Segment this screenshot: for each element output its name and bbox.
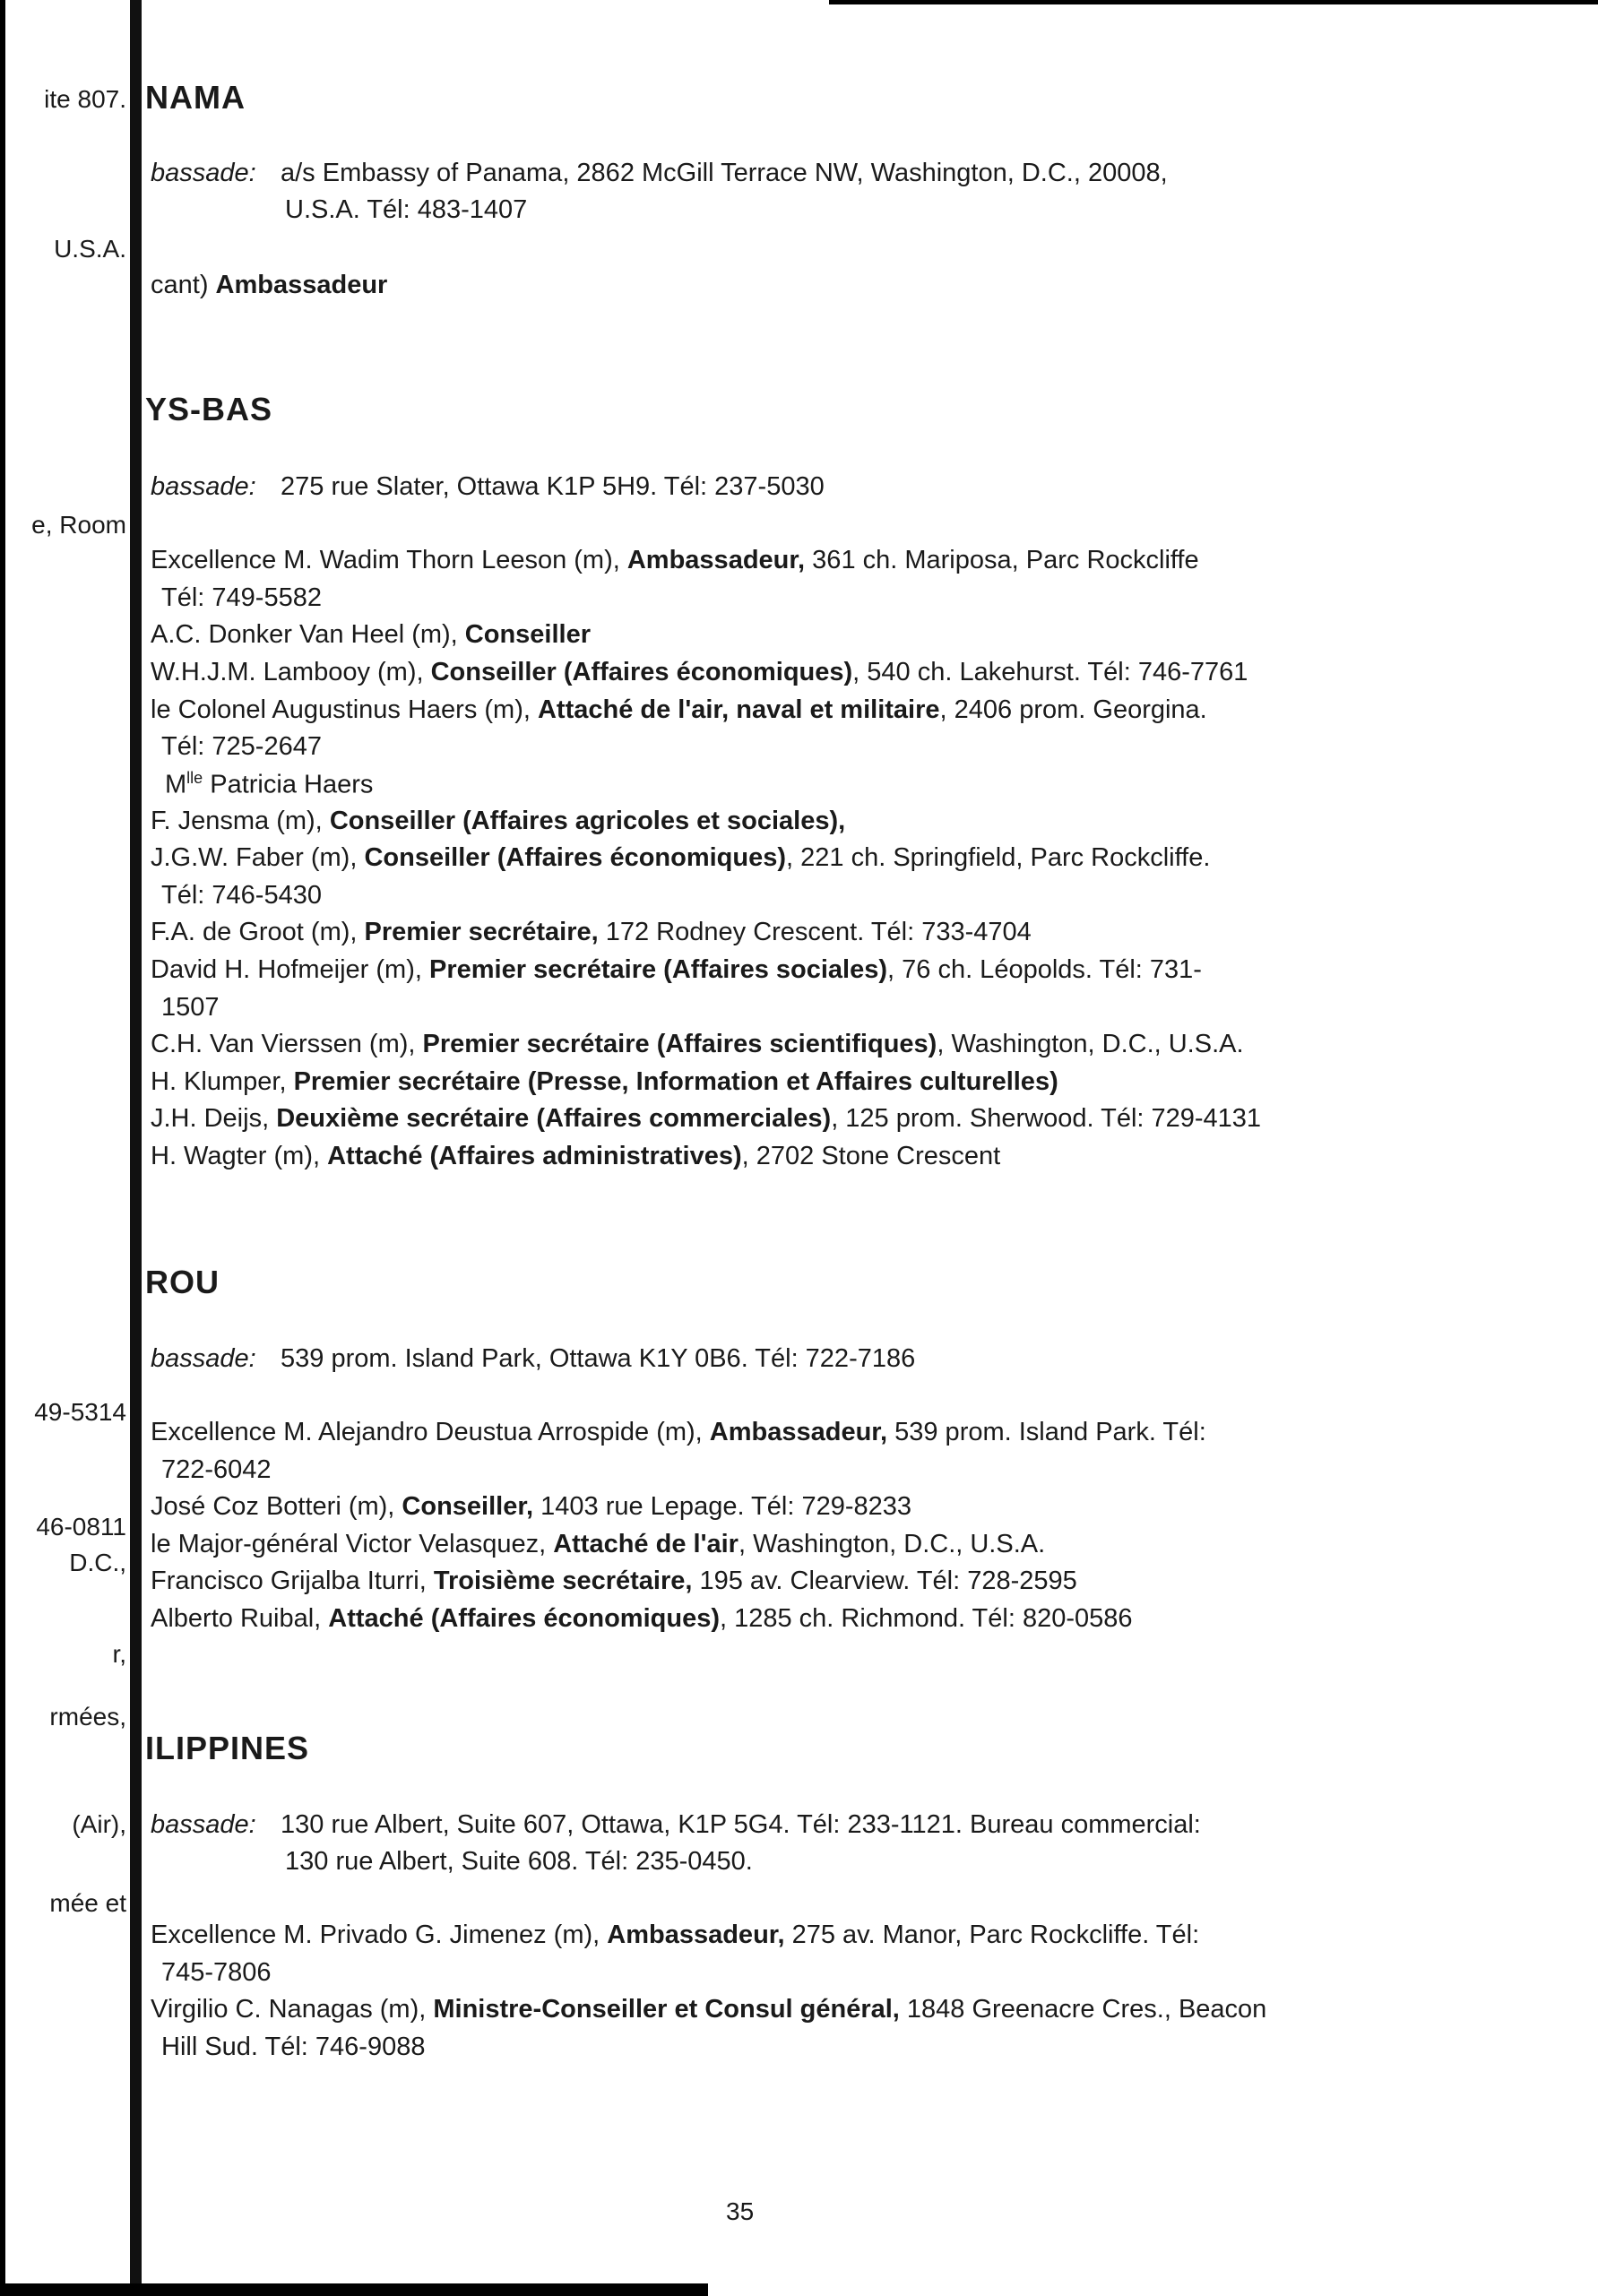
staff-title: Attaché (Affaires administratives) xyxy=(327,1142,742,1170)
embassy-label: bassade: xyxy=(151,159,256,187)
staff-text: , 221 ch. Springfield, Parc Rockcliffe. xyxy=(786,843,1211,872)
staff-title: Attaché de l'air xyxy=(553,1530,739,1558)
staff-entry xyxy=(151,1030,1244,1059)
left-page-margin-strip xyxy=(0,0,130,2296)
margin-fragment: mée et xyxy=(49,1889,126,1917)
margin-fragment: 49-5314 xyxy=(34,1398,126,1426)
embassy-label: bassade: xyxy=(151,1344,256,1373)
staff-entry xyxy=(151,1104,1261,1134)
staff-title: Attaché de l'air, naval et militaire xyxy=(537,695,940,724)
staff-text: F.A. de Groot (m), xyxy=(151,918,365,946)
staff-title: Conseiller (Affaires économiques) xyxy=(430,658,853,686)
continuation-line: U.S.A. Tél: 483-1407 xyxy=(285,195,528,224)
staff-text: Excellence M. Privado G. Jimenez (m), xyxy=(151,1921,608,1949)
continuation-line: 722-6042 xyxy=(161,1455,272,1484)
staff-title: Ambassadeur xyxy=(215,271,388,299)
country-heading: YS-BAS xyxy=(145,391,273,427)
embassy-address: 130 rue Albert, Suite 607, Ottawa, K1P 5G4. Tél: 233-1121. Bureau commercial: xyxy=(281,1810,1201,1839)
staff-text: José Coz Botteri (m), xyxy=(151,1492,402,1521)
continuation-line: 1507 xyxy=(161,993,220,1022)
staff-text: , 2406 prom. Georgina. xyxy=(939,695,1207,724)
staff-text: M xyxy=(165,770,187,799)
continuation-line: 745-7806 xyxy=(161,1958,272,1987)
staff-text: 1848 Greenacre Cres., Beacon xyxy=(899,1995,1267,2024)
margin-fragment: e, Room xyxy=(31,511,126,539)
embassy-address: 275 rue Slater, Ottawa K1P 5H9. Tél: 237-5030 xyxy=(281,472,825,501)
embassy-address: 539 prom. Island Park, Ottawa K1Y 0B6. Tél: 722-7186 xyxy=(281,1344,916,1373)
continuation-line: Tél: 725-2647 xyxy=(161,732,322,761)
staff-entry xyxy=(151,807,845,836)
staff-text: , 1285 ch. Richmond. Tél: 820-0586 xyxy=(719,1604,1133,1633)
embassy-address-line xyxy=(151,1344,915,1374)
staff-text: , 76 ch. Léopolds. Tél: 731- xyxy=(887,955,1202,984)
margin-fragment: (Air), xyxy=(72,1810,126,1838)
staff-entry xyxy=(151,918,1032,947)
continuation-line: Tél: 749-5582 xyxy=(161,583,322,612)
staff-title: Conseiller (Affaires économiques) xyxy=(364,843,787,872)
continuation-line: Hill Sud. Tél: 746-9088 xyxy=(161,2033,426,2061)
staff-title: Conseiller (Affaires agricoles et sociales), xyxy=(329,807,846,835)
staff-title: Ambassadeur, xyxy=(626,546,806,574)
staff-text: le Colonel Augustinus Haers (m), xyxy=(151,695,538,724)
staff-entry xyxy=(151,1921,1199,1950)
staff-text: , 540 ch. Lakehurst. Tél: 746-7761 xyxy=(852,658,1248,686)
staff-entry xyxy=(151,1492,911,1522)
staff-text: C.H. Van Vierssen (m), xyxy=(151,1030,423,1058)
staff-entry xyxy=(151,658,1248,687)
staff-text: A.C. Donker Van Heel (m), xyxy=(151,620,465,649)
staff-entry xyxy=(151,1142,1000,1171)
margin-fragment: r, xyxy=(112,1640,126,1668)
staff-entry xyxy=(151,1530,1045,1559)
staff-entry xyxy=(151,620,591,650)
staff-text: lle xyxy=(186,769,203,787)
staff-text: le Major-général Victor Velasquez, xyxy=(151,1530,554,1558)
page-number: 35 xyxy=(726,2197,755,2225)
staff-title: Conseiller, xyxy=(402,1492,534,1521)
margin-fragment: 46-0811 xyxy=(36,1513,126,1541)
margin-fragment: U.S.A. xyxy=(54,235,126,263)
continuation-line: Tél: 746-5430 xyxy=(161,881,322,910)
staff-text: Excellence M. Alejandro Deustua Arrospide (m), xyxy=(151,1418,710,1446)
staff-title: Ambassadeur, xyxy=(709,1418,888,1446)
staff-entry xyxy=(151,546,1199,575)
margin-fragment: D.C., xyxy=(69,1549,126,1576)
staff-text: F. Jensma (m), xyxy=(151,807,330,835)
staff-title: Ministre-Conseiller et Consul général, xyxy=(433,1995,900,2024)
staff-entry xyxy=(151,271,387,300)
embassy-label: bassade: xyxy=(151,472,256,501)
staff-entry xyxy=(165,769,373,800)
country-heading: NAMA xyxy=(145,79,246,116)
staff-entry xyxy=(151,843,1210,873)
country-heading: ROU xyxy=(145,1264,220,1300)
staff-text: cant) xyxy=(151,271,216,299)
staff-text: W.H.J.M. Lambooy (m), xyxy=(151,658,431,686)
staff-text: 172 Rodney Crescent. Tél: 733-4704 xyxy=(598,918,1032,946)
staff-text: 195 av. Clearview. Tél: 728-2595 xyxy=(692,1567,1077,1595)
page-spine-shadow xyxy=(130,0,142,2296)
embassy-address-line xyxy=(151,472,825,502)
embassy-address-line xyxy=(151,1810,1201,1840)
staff-title: Premier secrétaire (Affaires scientifiques) xyxy=(422,1030,937,1058)
staff-title: Conseiller xyxy=(464,620,592,649)
staff-title: Ambassadeur, xyxy=(607,1921,785,1949)
staff-text: , Washington, D.C., U.S.A. xyxy=(937,1030,1244,1058)
staff-entry xyxy=(151,1567,1077,1596)
staff-text: , Washington, D.C., U.S.A. xyxy=(738,1530,1046,1558)
page-content xyxy=(142,0,1594,2296)
staff-text: , 125 prom. Sherwood. Tél: 729-4131 xyxy=(831,1104,1262,1133)
margin-fragment: rmées, xyxy=(49,1703,126,1731)
staff-text: Excellence M. Wadim Thorn Leeson (m), xyxy=(151,546,627,574)
staff-text: 539 prom. Island Park. Tél: xyxy=(887,1418,1206,1446)
staff-text: H. Klumper, xyxy=(151,1067,294,1096)
staff-text: Patricia Haers xyxy=(203,770,374,799)
staff-text: , 2702 Stone Crescent xyxy=(741,1142,1001,1170)
staff-entry xyxy=(151,1418,1206,1447)
staff-title: Attaché (Affaires économiques) xyxy=(328,1604,720,1633)
staff-text: 1403 rue Lepage. Tél: 729-8233 xyxy=(533,1492,911,1521)
continuation-line: 130 rue Albert, Suite 608. Tél: 235-0450. xyxy=(285,1847,753,1876)
staff-title: Premier secrétaire (Presse, Information et Affaires culturelles) xyxy=(293,1067,1058,1096)
staff-entry xyxy=(151,1995,1266,2024)
staff-text: H. Wagter (m), xyxy=(151,1142,328,1170)
staff-entry xyxy=(151,1604,1133,1634)
staff-text: Alberto Ruibal, xyxy=(151,1604,329,1633)
margin-fragment: ite 807. xyxy=(44,85,126,113)
staff-entry xyxy=(151,1067,1058,1097)
embassy-label: bassade: xyxy=(151,1810,256,1839)
embassy-address: a/s Embassy of Panama, 2862 McGill Terrace NW, Washington, D.C., 20008, xyxy=(281,159,1168,187)
staff-entry xyxy=(151,955,1202,985)
staff-text: David H. Hofmeijer (m), xyxy=(151,955,429,984)
staff-text: Francisco Grijalba Iturri, xyxy=(151,1567,434,1595)
staff-text: J.H. Deijs, xyxy=(151,1104,277,1133)
country-heading: ILIPPINES xyxy=(145,1730,310,1766)
staff-text: 361 ch. Mariposa, Parc Rockcliffe xyxy=(805,546,1199,574)
staff-entry xyxy=(151,695,1207,725)
staff-text: J.G.W. Faber (m), xyxy=(151,843,365,872)
staff-text: 275 av. Manor, Parc Rockcliffe. Tél: xyxy=(784,1921,1200,1949)
staff-title: Premier secrétaire, xyxy=(364,918,599,946)
staff-title: Premier secrétaire (Affaires sociales) xyxy=(429,955,888,984)
staff-title: Deuxième secrétaire (Affaires commerciales) xyxy=(276,1104,832,1133)
staff-text: Virgilio C. Nanagas (m), xyxy=(151,1995,434,2024)
staff-title: Troisième secrétaire, xyxy=(433,1567,693,1595)
embassy-address-line xyxy=(151,159,1168,188)
